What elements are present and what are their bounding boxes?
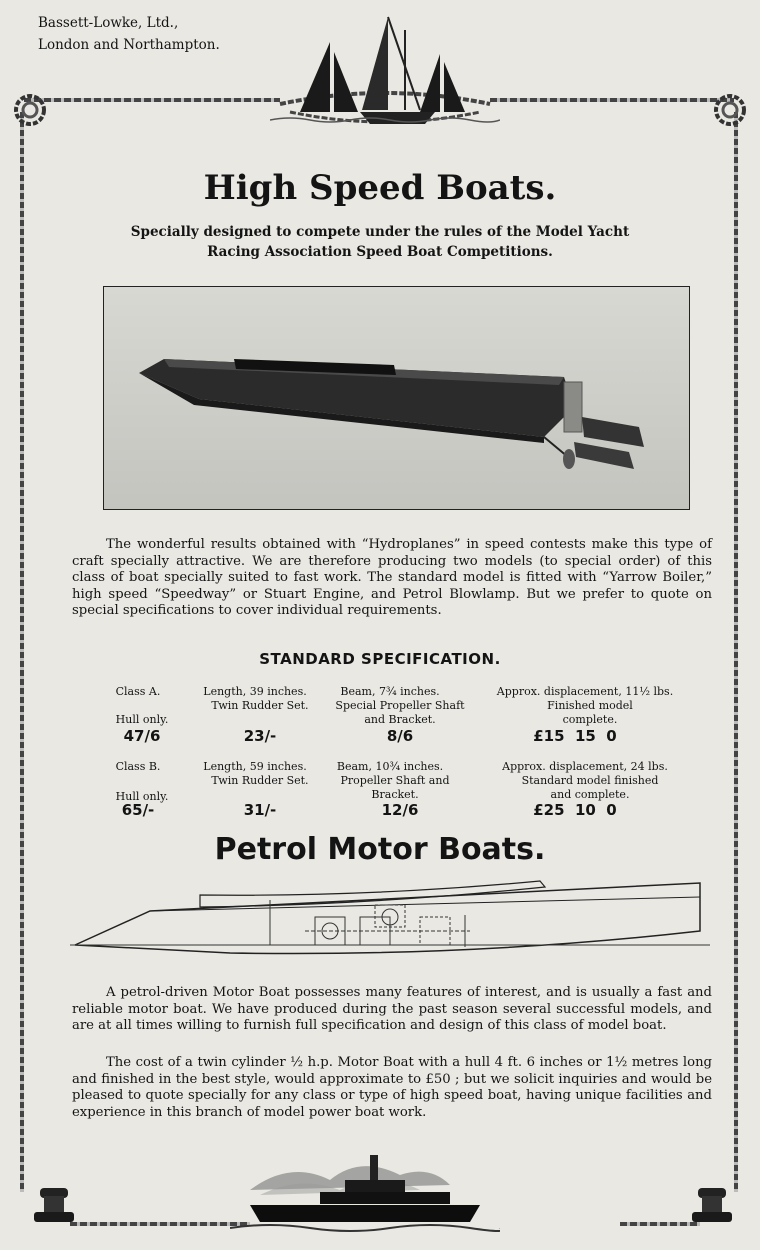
publisher-line-2: London and Northampton. xyxy=(38,37,220,53)
publisher-line-1: Bassett-Lowke, Ltd., xyxy=(38,15,179,31)
high-speed-boats-subtitle xyxy=(0,222,760,262)
class-b-length: Length, 59 inches. xyxy=(203,760,307,773)
rope-border-top-left xyxy=(24,98,280,102)
class-a-rudder-label: Twin Rudder Set. xyxy=(211,699,309,712)
petrol-description-1: A petrol-driven Motor Boat possesses many features of interest, and is usually a fast and reliable motor boat. We have produced during the past season several successful models, and are at all times willing to furnish full specification and design of this class of model boat. xyxy=(72,985,712,1034)
hydroplane-photo xyxy=(103,286,690,510)
hydroplane-description: The wonderful results obtained with “Hydroplanes” in speed contests make this type of craft specially attractive. We are therefore producing two models (to special order) of this class of boat specially suited to fast work. The standard model is fitted with “Yarrow Boiler,” high speed “Speedway” or Stuart Engine, and Petrol Blowlamp. But we prefer to quote on special specifications to cover individual requirements. xyxy=(72,537,712,619)
class-b-displacement: Approx. displacement, 24 lbs. xyxy=(502,760,668,773)
class-b-shaft-label: Propeller Shaft and Bracket. xyxy=(340,774,450,801)
motor-boat-diagram xyxy=(70,875,710,965)
rope-border-top-right xyxy=(490,98,734,102)
class-a-finished-label: Finished model complete. xyxy=(547,699,633,726)
bollard-right-icon xyxy=(688,1180,738,1230)
class-a-hull-price: 47/6 xyxy=(123,727,161,745)
class-b-rudder-label: Twin Rudder Set. xyxy=(211,774,309,787)
petrol-description-2: The cost of a twin cylinder ½ h.p. Motor Boat with a hull 4 ft. 6 inches or 1½ metres long and finished in the best style, would approximate to £50 ; but we solicit inquiries and would be pleased to quote specially for any class or type of high speed boat, having unique facilities and experience in this branch of model power boat work. xyxy=(72,1055,712,1120)
subtitle-line-1: Specially designed to compete under the rules of the Model Yacht xyxy=(130,224,630,240)
high-speed-boats-title: High Speed Boats. xyxy=(203,168,557,208)
sailing-boats-emblem-icon xyxy=(270,12,500,142)
rope-knot-top-right-icon xyxy=(700,90,750,140)
class-b-beam: Beam, 10¾ inches. xyxy=(336,760,444,773)
subtitle-line-2: Racing Association Speed Boat Competitions. xyxy=(207,244,553,260)
class-a-shaft-label: Special Propeller Shaft and Bracket. xyxy=(335,699,465,726)
class-b-label: Class B. xyxy=(115,760,161,773)
bollard-left-icon xyxy=(30,1180,80,1230)
class-a-rudder-price: 23/- xyxy=(243,727,277,745)
class-b-shaft-price: 12/6 xyxy=(381,801,419,819)
class-a-finished-price: £15 15 0 xyxy=(533,727,617,745)
rope-border-bottom-left xyxy=(70,1222,250,1226)
steamship-emblem-icon xyxy=(230,1150,500,1240)
rope-knot-top-left-icon xyxy=(10,90,60,140)
class-a-hull-label: Hull only. xyxy=(115,713,169,726)
class-b-hull-price: 65/- xyxy=(121,801,155,819)
hydroplane-boat-image xyxy=(104,287,689,509)
class-a-displacement: Approx. displacement, 11½ lbs. xyxy=(496,685,674,698)
class-b-hull-label: Hull only. xyxy=(115,790,169,803)
publisher-name xyxy=(38,12,220,56)
petrol-motor-boats-title: Petrol Motor Boats. xyxy=(214,832,546,867)
class-b-finished-label: Standard model finished and complete. xyxy=(521,774,659,801)
class-a-label: Class A. xyxy=(115,685,161,698)
class-a-shaft-price: 8/6 xyxy=(386,727,414,745)
standard-specification-heading: STANDARD SPECIFICATION. xyxy=(259,650,501,668)
class-a-length: Length, 39 inches. xyxy=(203,685,307,698)
class-a-beam: Beam, 7¾ inches. xyxy=(340,685,440,698)
class-b-finished-price: £25 10 0 xyxy=(533,801,617,819)
class-b-rudder-price: 31/- xyxy=(243,801,277,819)
